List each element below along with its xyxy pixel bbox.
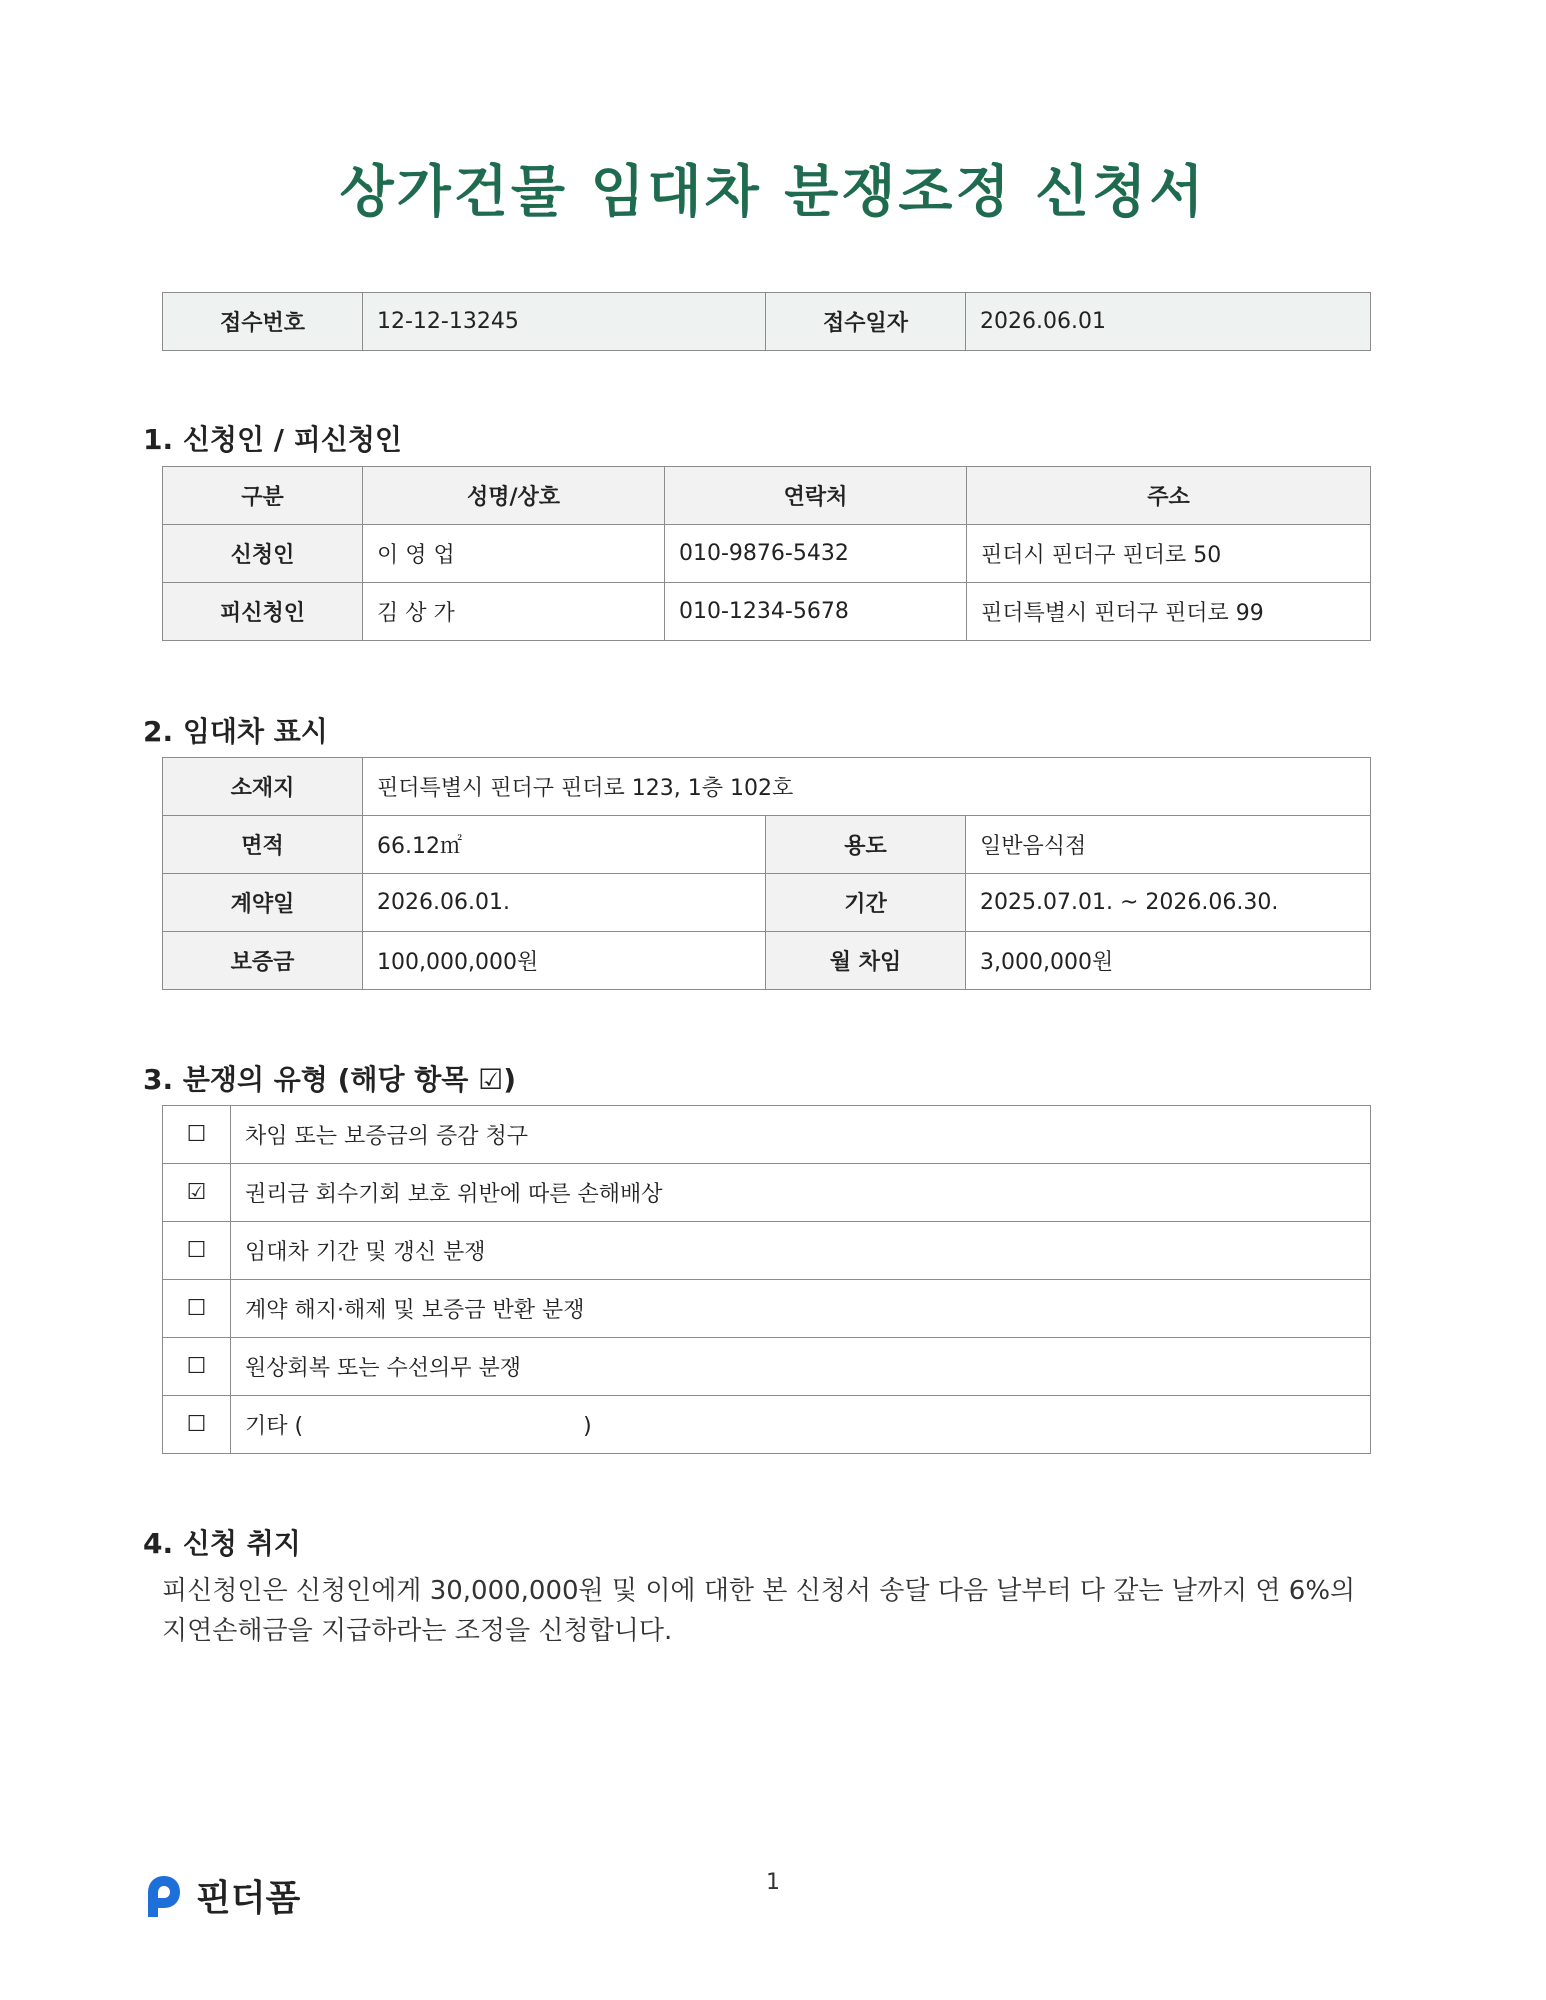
respondent-label: 피신청인 <box>163 583 363 641</box>
dispute-type-table <box>162 1105 1371 1454</box>
header-address: 주소 <box>967 467 1371 525</box>
dispute-item-label: 임대차 기간 및 갱신 분쟁 <box>231 1222 1371 1280</box>
dispute-item-other <box>231 1396 1371 1454</box>
dispute-item-label: 차임 또는 보증금의 증감 청구 <box>231 1106 1371 1164</box>
other-close-paren: ) <box>583 1414 592 1439</box>
contract-date-value: 2026.06.01. <box>363 874 766 932</box>
list-item <box>163 1164 1371 1222</box>
use-label: 용도 <box>766 816 966 874</box>
section3-heading: 3. 분쟁의 유형 (해당 항목 ☑) <box>143 1063 516 1096</box>
area-value: 66.12㎡ <box>363 816 766 874</box>
list-item <box>163 1106 1371 1164</box>
section4-heading: 4. 신청 취지 <box>143 1527 301 1560</box>
respondent-name: 김 상 가 <box>363 583 665 641</box>
table-row <box>163 525 1371 583</box>
receipt-number-label: 접수번호 <box>163 293 363 351</box>
other-label: 기타 ( <box>245 1414 304 1439</box>
checkbox-rent-deposit[interactable]: ☐ <box>163 1106 231 1164</box>
brand-name: 핀더폼 <box>196 1878 301 1919</box>
respondent-contact: 010-1234-5678 <box>665 583 967 641</box>
checkbox-other[interactable]: ☐ <box>163 1396 231 1454</box>
header-contact: 연락처 <box>665 467 967 525</box>
location-value: 핀더특별시 핀더구 핀더로 123, 1층 102호 <box>363 758 1371 816</box>
header-name: 성명/상호 <box>363 467 665 525</box>
dispute-item-label: 계약 해지·해제 및 보증금 반환 분쟁 <box>231 1280 1371 1338</box>
period-value: 2025.07.01. ~ 2026.06.30. <box>966 874 1371 932</box>
receipt-number-value: 12-12-13245 <box>363 293 766 351</box>
section1-heading: 1. 신청인 / 피신청인 <box>143 423 402 456</box>
contract-date-label: 계약일 <box>163 874 363 932</box>
rent-value: 3,000,000원 <box>966 932 1371 990</box>
receipt-row <box>163 293 1371 351</box>
deposit-value: 100,000,000원 <box>363 932 766 990</box>
table-row <box>163 874 1371 932</box>
receipt-table <box>162 292 1371 351</box>
receipt-date-value: 2026.06.01 <box>966 293 1371 351</box>
deposit-label: 보증금 <box>163 932 363 990</box>
table-row <box>163 816 1371 874</box>
period-label: 기간 <box>766 874 966 932</box>
location-label: 소재지 <box>163 758 363 816</box>
applicant-address: 핀더시 핀더구 핀더로 50 <box>967 525 1371 583</box>
checkbox-termination[interactable]: ☐ <box>163 1280 231 1338</box>
checkbox-lease-period[interactable]: ☐ <box>163 1222 231 1280</box>
applicant-contact: 010-9876-5432 <box>665 525 967 583</box>
rent-label: 월 차임 <box>766 932 966 990</box>
table-row <box>163 932 1371 990</box>
parties-header-row <box>163 467 1371 525</box>
parties-table <box>162 466 1371 641</box>
table-row <box>163 758 1371 816</box>
application-purpose-text <box>162 1571 1362 1651</box>
checkbox-premium-damages[interactable]: ☑ <box>163 1164 231 1222</box>
list-item <box>163 1222 1371 1280</box>
section2-heading: 2. 임대차 표시 <box>143 715 328 748</box>
page-title: 상가건물 임대차 분쟁조정 신청서 <box>339 160 1207 225</box>
receipt-date-label: 접수일자 <box>766 293 966 351</box>
purpose-line-1: 피신청인은 신청인에게 30,000,000원 및 이에 대한 본 신청서 송달 다음 날부터 다 갚는 날까지 연 6%의 <box>162 1576 1356 1606</box>
respondent-address: 핀더특별시 핀더구 핀더로 99 <box>967 583 1371 641</box>
dispute-item-label: 원상회복 또는 수선의무 분쟁 <box>231 1338 1371 1396</box>
header-category: 구분 <box>163 467 363 525</box>
use-value: 일반음식점 <box>966 816 1371 874</box>
area-label: 면적 <box>163 816 363 874</box>
applicant-name: 이 영 업 <box>363 525 665 583</box>
purpose-line-2: 지연손해금을 지급하라는 조정을 신청합니다. <box>162 1616 673 1646</box>
list-item <box>163 1338 1371 1396</box>
page-number: 1 <box>766 1870 780 1895</box>
list-item <box>163 1396 1371 1454</box>
table-row <box>163 583 1371 641</box>
checkbox-restoration[interactable]: ☐ <box>163 1338 231 1396</box>
applicant-label: 신청인 <box>163 525 363 583</box>
lease-table <box>162 757 1371 990</box>
list-item <box>163 1280 1371 1338</box>
dispute-item-label: 권리금 회수기회 보호 위반에 따른 손해배상 <box>231 1164 1371 1222</box>
